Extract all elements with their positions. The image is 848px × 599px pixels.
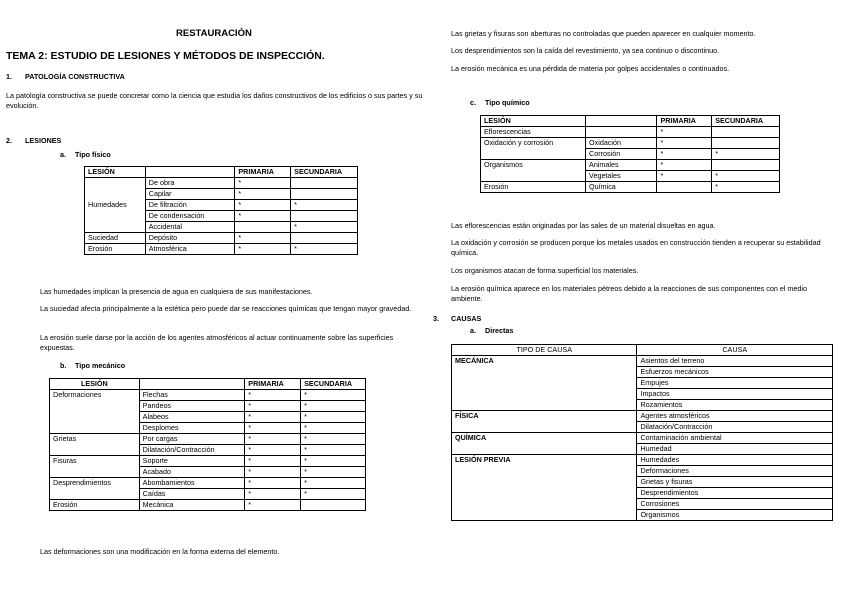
table-header-row: [50, 379, 366, 390]
causa-cell: Agentes atmosféricos: [637, 411, 833, 422]
document-title: RESTAURACIÓN: [176, 28, 252, 39]
section-1-number: 1.: [6, 72, 12, 81]
column-header: SECUNDARIA: [301, 379, 366, 390]
primaria-cell: *: [235, 233, 291, 244]
causas-table: [451, 344, 833, 521]
primaria-cell: *: [245, 445, 301, 456]
table-row: [50, 500, 366, 511]
tipo-mecanico-table: [49, 378, 366, 511]
causa-cell: Desprendimientos: [637, 488, 833, 499]
group-quimica: QUÍMICA: [452, 433, 637, 455]
primaria-cell: *: [235, 178, 291, 189]
sub-cell: De obra: [145, 178, 235, 189]
paragraph-erosion: La erosión suele darse por la acción de los agentes atmosféricos al actuar continuamente sobre las superficies expuestas.: [40, 333, 394, 352]
subsection-b-title: Tipo mecánico: [75, 361, 126, 370]
sub-cell: Flechas: [139, 390, 245, 401]
group-organismos: Organismos: [481, 160, 586, 182]
table-header-row: [452, 345, 833, 356]
section-3-number: 3.: [433, 314, 439, 323]
primaria-cell: [235, 222, 291, 233]
paragraph-suciedad: La suciedad afecta principalmente a la estética pero puede dar se reacciones químicas que tengan mayor gravedad.: [40, 304, 412, 313]
secundaria-cell: *: [301, 456, 366, 467]
table-row: [481, 127, 780, 138]
column-header: PRIMARIA: [245, 379, 301, 390]
column-header: PRIMARIA: [657, 116, 712, 127]
primaria-cell: *: [245, 489, 301, 500]
group-desprendimientos: Desprendimientos: [50, 478, 140, 500]
subsection-b-label: b.: [60, 361, 67, 370]
causa-cell: Rozamientos: [637, 400, 833, 411]
secundaria-cell: *: [301, 412, 366, 423]
column-header: SECUNDARIA: [712, 116, 780, 127]
primaria-cell: *: [657, 171, 712, 182]
tipo-fisico-table: [84, 166, 358, 255]
column-header: SECUNDARIA: [291, 167, 358, 178]
section-1-paragraph: La patología constructiva se puede concretar como la ciencia que estudia los daños constructivos de los edificios o sus partes y su evolución.: [6, 91, 423, 110]
paragraph-eflorescencias: Las eflorescencias están originadas por las sales de un material disueltas en agua.: [451, 221, 716, 230]
secundaria-cell: *: [291, 200, 358, 211]
primaria-cell: *: [235, 244, 291, 255]
paragraph-desprendimientos: Los desprendimientos son la caída del revestimiento, ya sea continuo o discontinuo.: [451, 46, 720, 55]
sub-cell: Caídas: [139, 489, 245, 500]
secundaria-cell: *: [712, 171, 780, 182]
group-mecanica: MECÁNICA: [452, 356, 637, 411]
sub-cell: Alabeos: [139, 412, 245, 423]
column-header: PRIMARIA: [235, 167, 291, 178]
causa-cell: Corrosiones: [637, 499, 833, 510]
group-lesion-previa: LESIÓN PREVIA: [452, 455, 637, 521]
table-row: [452, 455, 833, 466]
sub-cell: Por cargas: [139, 434, 245, 445]
secundaria-cell: *: [301, 478, 366, 489]
group-suciedad: Suciedad: [85, 233, 146, 244]
secundaria-cell: *: [301, 423, 366, 434]
primaria-cell: [657, 182, 712, 193]
tipo-quimico-table: [480, 115, 780, 193]
secundaria-cell: [301, 500, 366, 511]
primaria-cell: *: [235, 189, 291, 200]
causa-cell: Esfuerzos mecánicos: [637, 367, 833, 378]
primaria-cell: *: [657, 127, 712, 138]
paragraph-oxidacion: La oxidación y corrosión se producen porque los metales usados en construcción tienden a recuperar su estabilidad química.: [451, 238, 821, 257]
primaria-cell: *: [245, 478, 301, 489]
paragraph-erosion-quimica: La erosión química aparece en los materiales pétreos debido a la reacciones de sus componentes con el medio ambiente.: [451, 284, 807, 303]
paragraph-deformaciones: Las deformaciones son una modificación en la forma externa del elemento.: [40, 547, 280, 556]
table-row: [50, 390, 366, 401]
secundaria-cell: [291, 178, 358, 189]
secundaria-cell: *: [291, 244, 358, 255]
column-header: LESIÓN: [85, 167, 146, 178]
primaria-cell: *: [235, 200, 291, 211]
table-row: [50, 434, 366, 445]
secundaria-cell: [712, 160, 780, 171]
sub-cell: Capilar: [145, 189, 235, 200]
primaria-cell: *: [657, 138, 712, 149]
paragraph-organismos: Los organismos atacan de forma superficial los materiales.: [451, 266, 639, 275]
sub-cell: Acabado: [139, 467, 245, 478]
sub-cell: Corrosión: [586, 149, 657, 160]
secundaria-cell: *: [301, 467, 366, 478]
secundaria-cell: *: [712, 182, 780, 193]
section-2-title: LESIONES: [25, 136, 62, 145]
paragraph-erosion-mecanica: La erosión mecánica es una pérdida de materia por golpes accidentales o continuados.: [451, 64, 730, 73]
table-header-row: [85, 167, 358, 178]
primaria-cell: *: [245, 434, 301, 445]
section-3-title: CAUSAS: [451, 314, 482, 323]
column-header: [586, 116, 657, 127]
secundaria-cell: *: [301, 401, 366, 412]
column-header: TIPO DE CAUSA: [452, 345, 637, 356]
sub-cell: Desplomes: [139, 423, 245, 434]
sub-cell: Accidental: [145, 222, 235, 233]
causa-cell: Dilatación/Contracción: [637, 422, 833, 433]
sub-cell: De filtración: [145, 200, 235, 211]
column-header: [145, 167, 235, 178]
secundaria-cell: *: [291, 222, 358, 233]
section-1-title: PATOLOGÍA CONSTRUCTIVA: [25, 72, 125, 81]
sub-cell: Mecánica: [139, 500, 245, 511]
paragraph-grietas-fisuras: Las grietas y fisuras son aberturas no controladas que pueden aparecer en cualquier momento.: [451, 29, 756, 38]
table-row: [481, 138, 780, 149]
subsection-a-label: a.: [60, 150, 66, 159]
table-row: [85, 244, 358, 255]
column-header: CAUSA: [637, 345, 833, 356]
secundaria-cell: *: [301, 445, 366, 456]
group-oxidacion: Oxidación y corrosión: [481, 138, 586, 160]
sub-cell: Vegetales: [586, 171, 657, 182]
sub-cell: Pandeos: [139, 401, 245, 412]
secundaria-cell: *: [301, 489, 366, 500]
secundaria-cell: [291, 233, 358, 244]
primaria-cell: *: [245, 390, 301, 401]
sub-cell: Animales: [586, 160, 657, 171]
primaria-cell: *: [235, 211, 291, 222]
primaria-cell: *: [245, 500, 301, 511]
secundaria-cell: [712, 127, 780, 138]
primaria-cell: *: [245, 423, 301, 434]
causa-cell: Humedad: [637, 444, 833, 455]
group-fisica: FÍSICA: [452, 411, 637, 433]
primaria-cell: *: [657, 160, 712, 171]
sub-cell: Dilatación/Contracción: [139, 445, 245, 456]
column-header: LESIÓN: [481, 116, 586, 127]
group-erosion: Erosión: [481, 182, 586, 193]
sub-cell: Abombamientos: [139, 478, 245, 489]
causa-cell: Organismos: [637, 510, 833, 521]
table-row: [85, 178, 358, 189]
subsection-c-title: Tipo químico: [485, 98, 530, 107]
secundaria-cell: [291, 211, 358, 222]
group-fisuras: Fisuras: [50, 456, 140, 478]
causa-cell: Deformaciones: [637, 466, 833, 477]
causa-cell: Asientos del terreno: [637, 356, 833, 367]
primaria-cell: *: [245, 467, 301, 478]
causa-cell: Contaminación ambiental: [637, 433, 833, 444]
primaria-cell: *: [245, 401, 301, 412]
table-row: [481, 182, 780, 193]
table-row: [481, 160, 780, 171]
secundaria-cell: [291, 189, 358, 200]
table-header-row: [481, 116, 780, 127]
primaria-cell: *: [657, 149, 712, 160]
group-humedades: Humedades: [85, 178, 146, 233]
group-deformaciones: Deformaciones: [50, 390, 140, 434]
causa-cell: Grietas y fisuras: [637, 477, 833, 488]
section-2-number: 2.: [6, 136, 12, 145]
group-eflorescencias: Eflorescencias: [481, 127, 586, 138]
secundaria-cell: *: [301, 434, 366, 445]
causa-cell: Empujes: [637, 378, 833, 389]
column-header: LESIÓN: [50, 379, 140, 390]
secundaria-cell: [712, 138, 780, 149]
sub-cell: Soporte: [139, 456, 245, 467]
sub-cell: Química: [586, 182, 657, 193]
primaria-cell: *: [245, 456, 301, 467]
group-grietas: Grietas: [50, 434, 140, 456]
table-row: [452, 356, 833, 367]
paragraph-humedades: Las humedades implican la presencia de agua en cualquiera de sus manifestaciones.: [40, 287, 313, 296]
table-row: [50, 478, 366, 489]
group-erosion: Erosión: [50, 500, 140, 511]
table-row: [452, 411, 833, 422]
tema-heading: TEMA 2: ESTUDIO DE LESIONES Y MÉTODOS DE INSPECCIÓN.: [6, 50, 325, 62]
group-erosion: Erosión: [85, 244, 146, 255]
sub-cell: Depósito: [145, 233, 235, 244]
subsection-a-title: Tipo físico: [75, 150, 111, 159]
subsection-c-label: c.: [470, 98, 476, 107]
causa-cell: Impactos: [637, 389, 833, 400]
column-header: [139, 379, 245, 390]
secundaria-cell: *: [712, 149, 780, 160]
causa-cell: Humedades: [637, 455, 833, 466]
sub-cell: De condensación: [145, 211, 235, 222]
sub-cell: Atmosférica: [145, 244, 235, 255]
secundaria-cell: *: [301, 390, 366, 401]
subsection-directas-title: Directas: [485, 326, 514, 335]
table-row: [85, 233, 358, 244]
sub-cell: [586, 127, 657, 138]
subsection-directas-label: a.: [470, 326, 476, 335]
table-row: [452, 433, 833, 444]
sub-cell: Oxidación: [586, 138, 657, 149]
primaria-cell: *: [245, 412, 301, 423]
table-row: [50, 456, 366, 467]
